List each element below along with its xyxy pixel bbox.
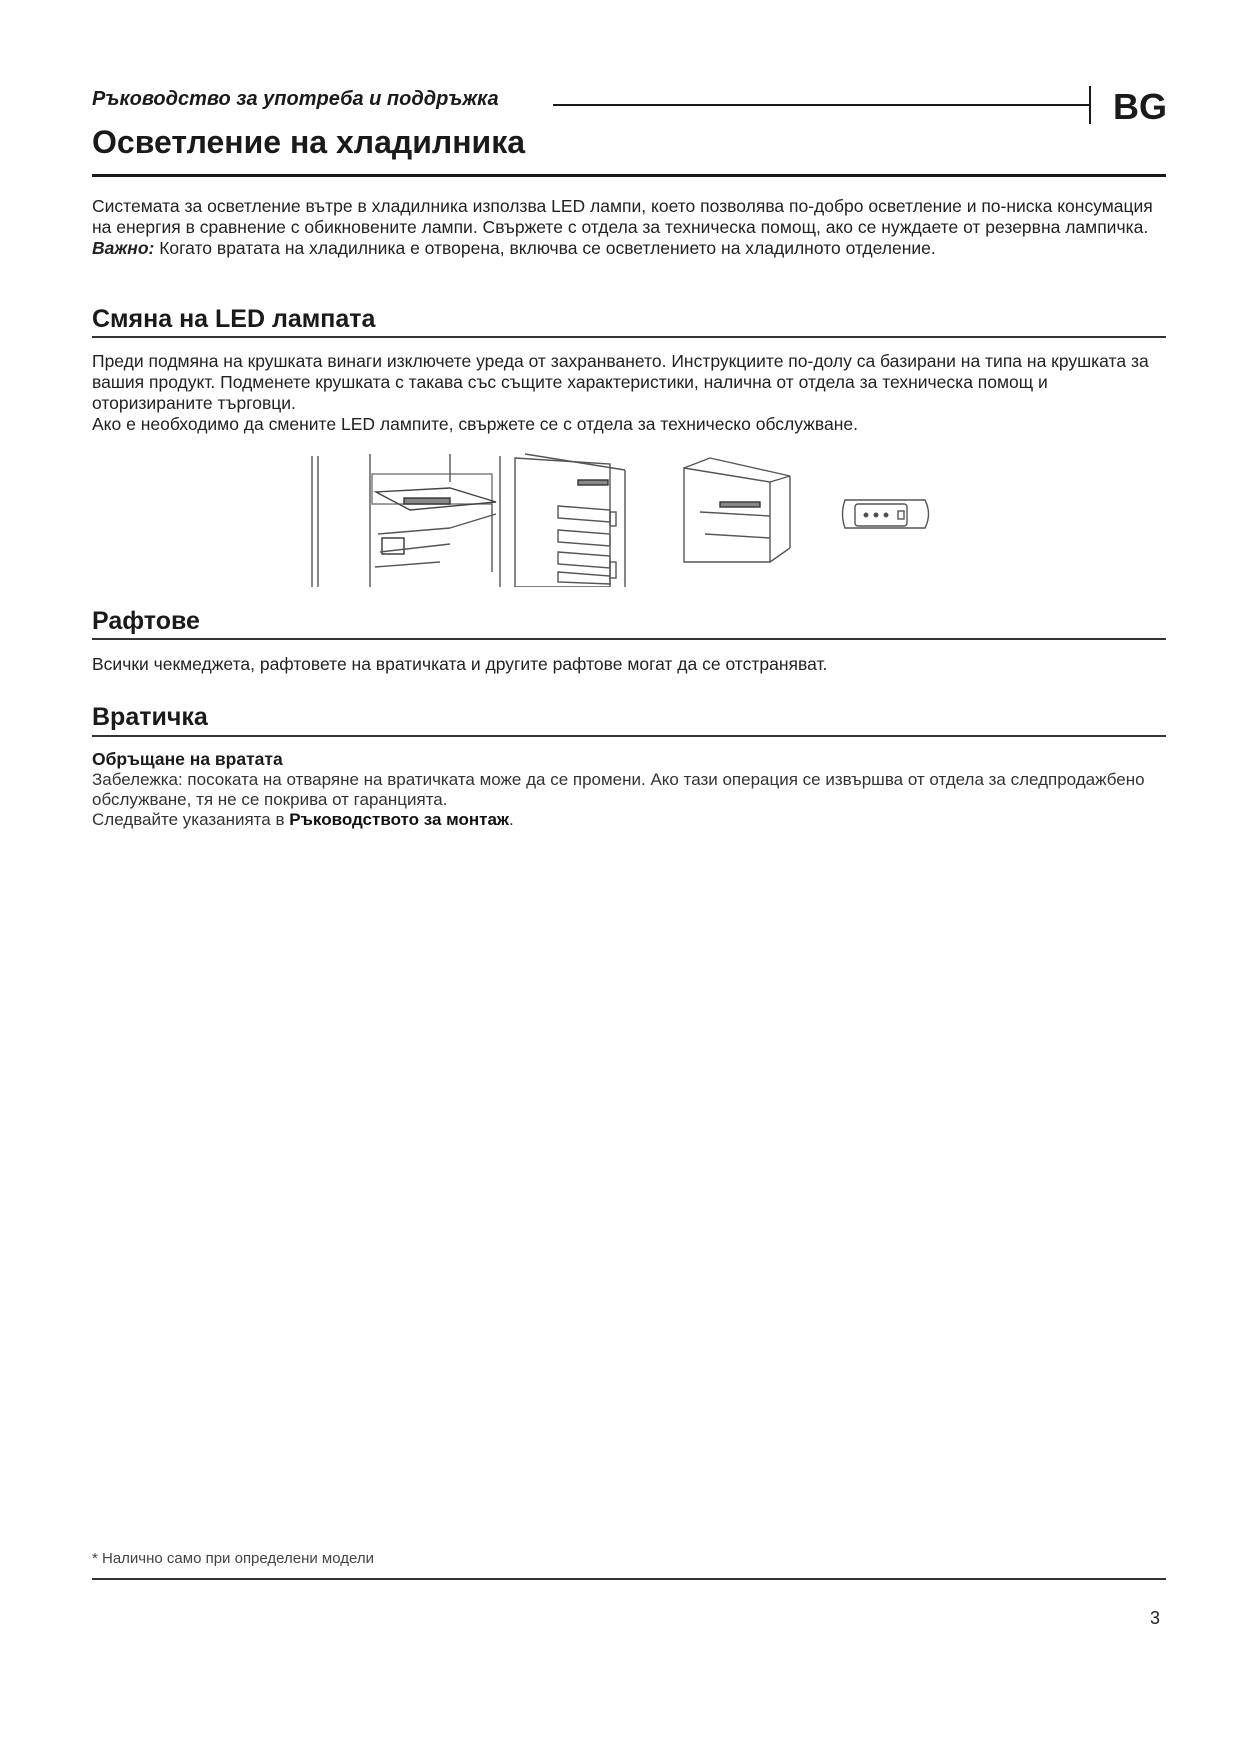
section-shelves-rule	[92, 638, 1166, 640]
led-text-1: Преди подмяна на крушката винаги изключете уреда от захранването. Инструкциите по-долу са базирани на типа на крушката за вашия продукт. Подменете крушката с такава със същите характеристики, налична от отдела за техническа помощ и оторизираните търговци.	[92, 351, 1149, 413]
figure-led-housing	[684, 458, 790, 562]
door-note: Забележка: посоката на отваряне на вратичката може да се промени. Ако тази операция се извършва от отдела за следпродажбено обслужване, тя не се покрива от гаранцията.	[92, 770, 1145, 809]
door-subheading: Обръщане на вратата	[92, 749, 283, 769]
figure-led-lamp	[843, 500, 929, 528]
section-shelves-heading: Рафтове	[92, 607, 200, 635]
title-rule	[92, 174, 1166, 177]
header-subtitle: Ръководство за употреба и поддръжка	[92, 88, 499, 110]
installation-manual-ref: Ръководството за монтаж	[289, 810, 509, 829]
section-led-heading: Смяна на LED лампата	[92, 305, 376, 333]
shelves-text: Всички чекмеджета, рафтовете на вратичката и другите рафтове могат да се отстраняват.	[92, 654, 828, 674]
important-label: Важно:	[92, 238, 155, 258]
header-tick	[1089, 86, 1091, 124]
door-follow-suffix: .	[508, 810, 514, 829]
figure-fridge-shelves	[515, 454, 625, 587]
page-title: Осветление на хладилника	[92, 124, 526, 160]
footer-rule	[92, 1578, 1166, 1580]
led-replacement-figures	[300, 452, 960, 587]
door-follow-prefix: Следвайте указанията в	[92, 810, 290, 829]
section-door-rule	[92, 735, 1166, 737]
led-paragraph	[92, 351, 1166, 435]
intro-text: Системата за осветление вътре в хладилника използва LED лампи, което позволява по-добро осветление и по-ниска консумация на енергия в сравнение с обикновените лампи. Свържете с отдела за техническа помощ, ако се нуждаете от резервна лампичка.	[92, 196, 1153, 237]
section-door-heading: Вратичка	[92, 703, 208, 731]
figure-fridge-interior	[312, 454, 500, 587]
section-led-rule	[92, 336, 1166, 338]
led-text-2: Ако е необходимо да смените LED лампите, свържете се с отдела за техническо обслужване.	[92, 414, 858, 434]
language-code: BG	[1113, 86, 1167, 127]
footnote: * Налично само при определени модели	[92, 1550, 374, 1567]
page-number: 3	[1150, 1608, 1161, 1628]
intro-paragraph	[92, 196, 1166, 259]
important-text: Когато вратата на хладилника е отворена, включва се осветлението на хладилното отделение.	[154, 238, 936, 258]
door-paragraph	[92, 770, 1166, 830]
header-rule	[553, 104, 1090, 106]
